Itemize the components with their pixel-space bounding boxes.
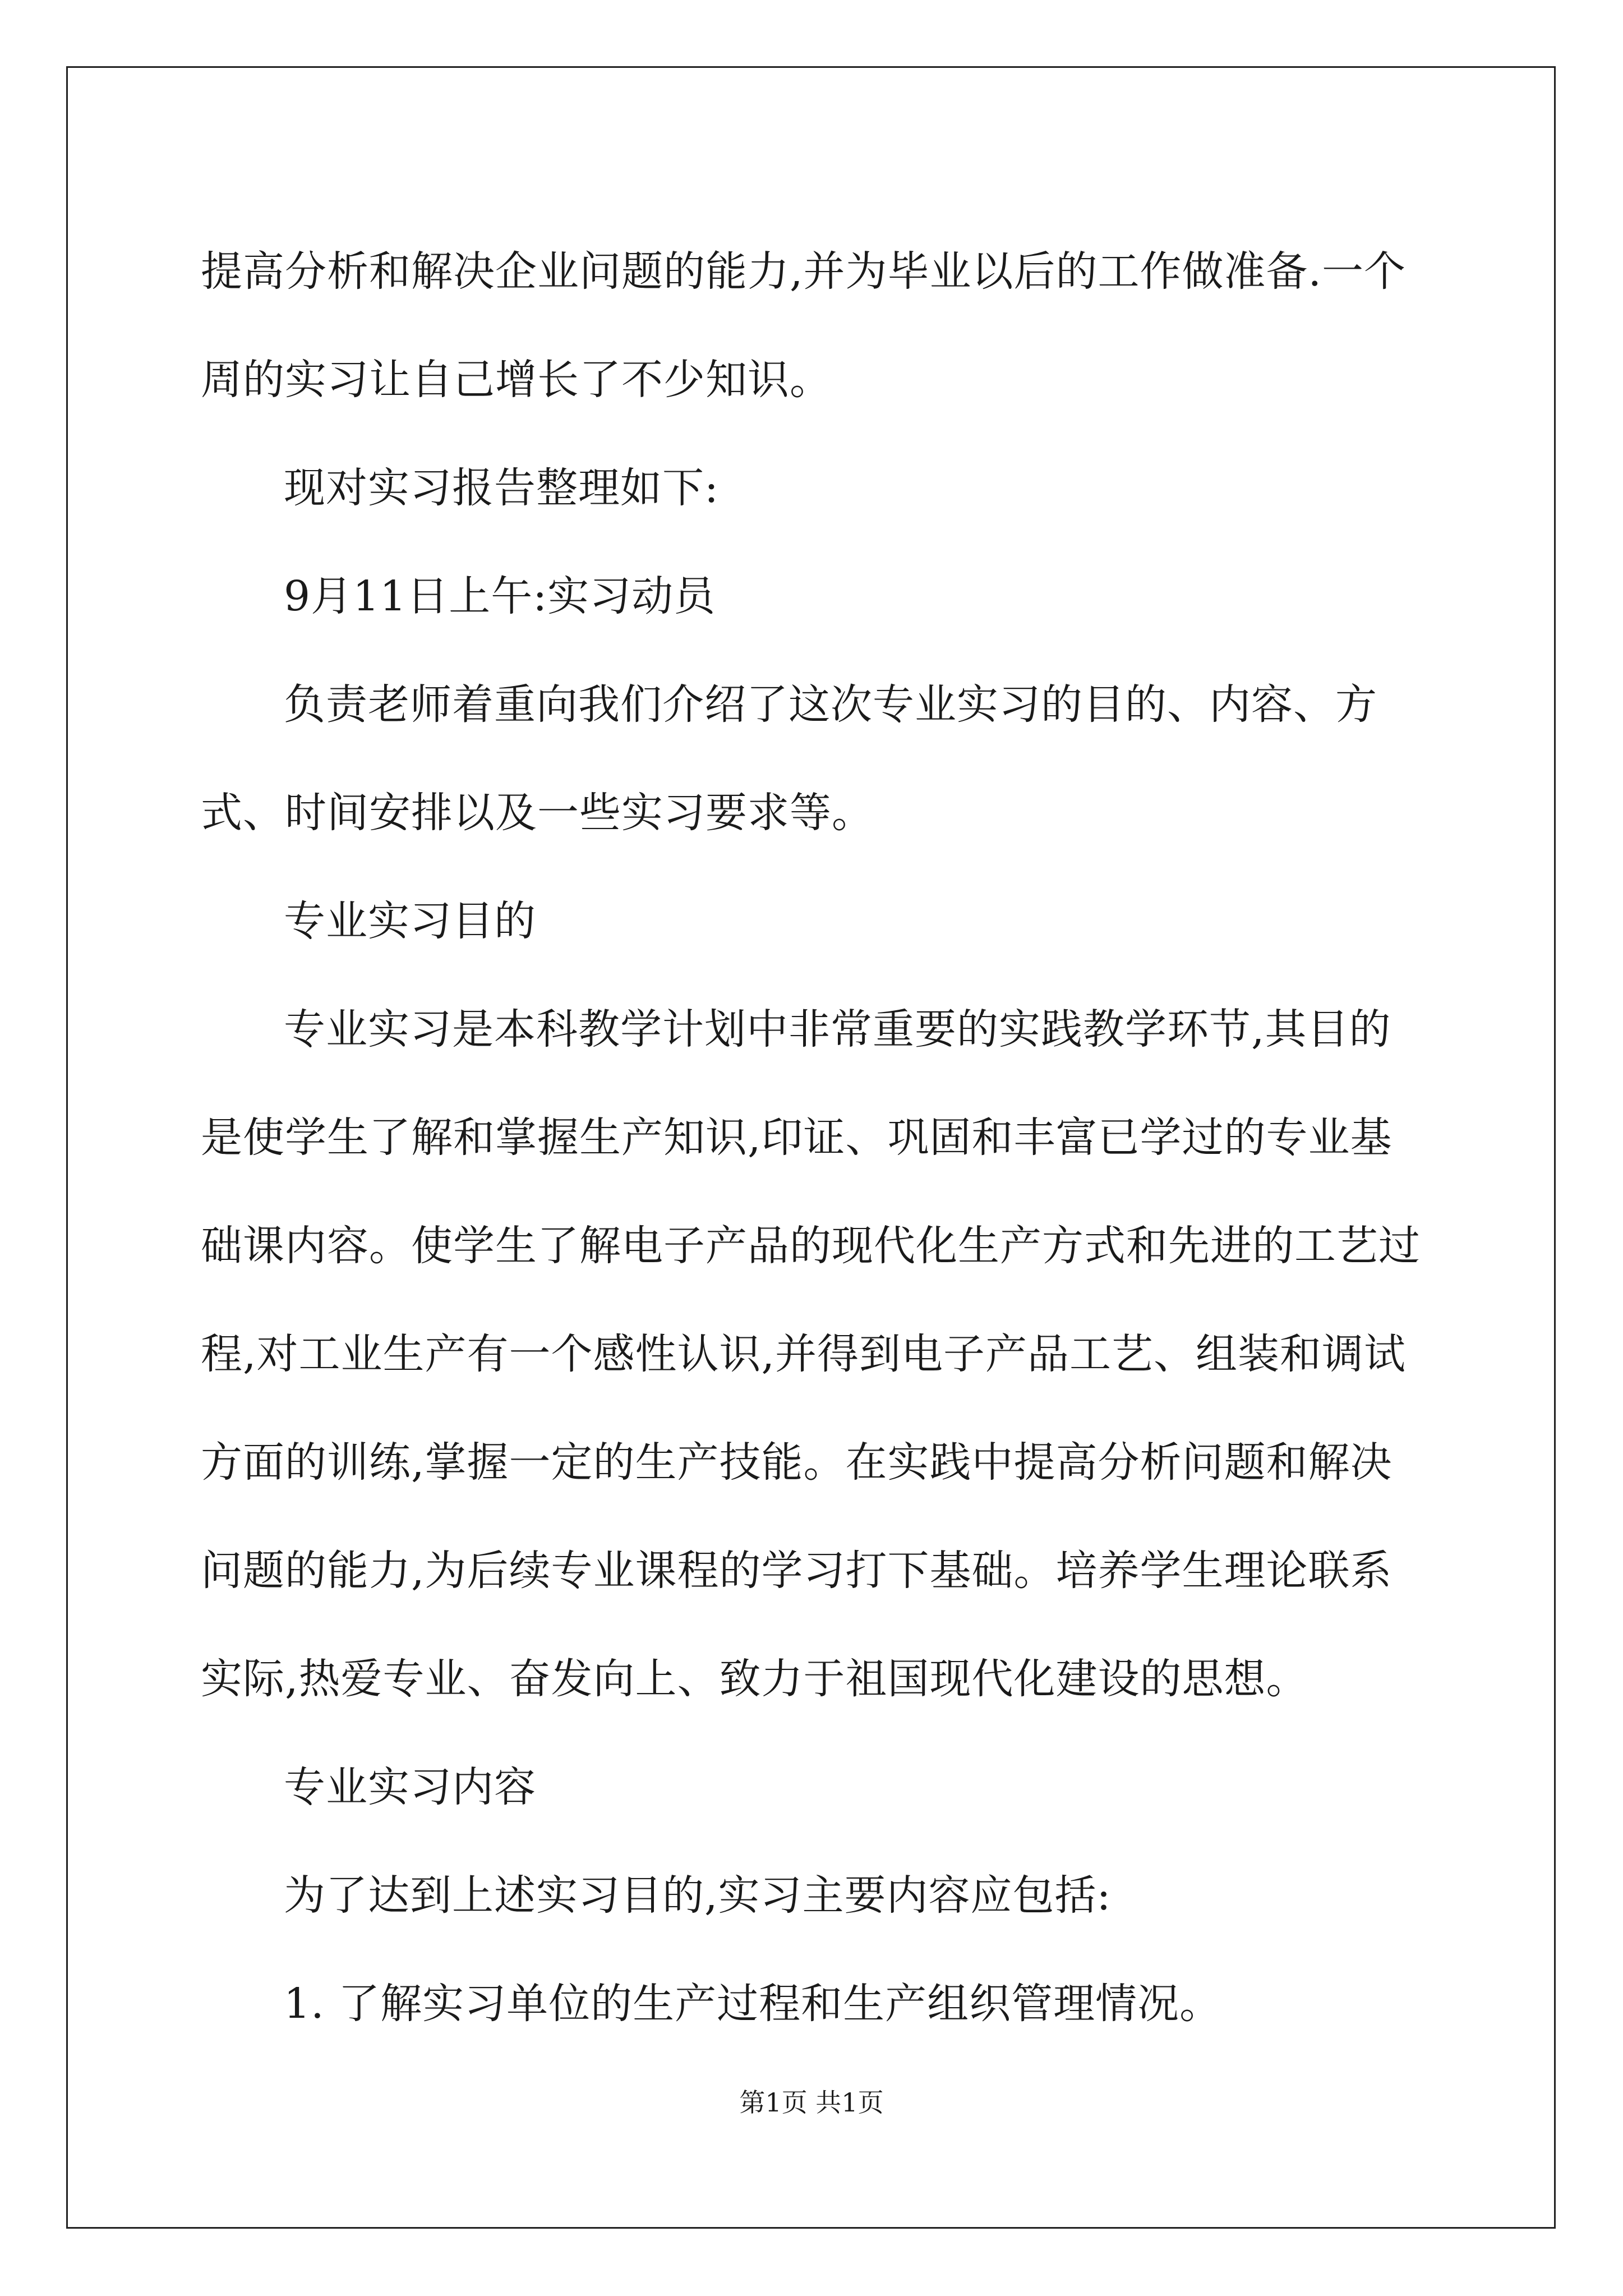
page-number-footer: 第1页 共1页 — [739, 2087, 884, 2118]
section-heading-content: 专业实习内容 — [284, 1763, 536, 1811]
paragraph-content-intro: 为了达到上述实习目的,实习主要内容应包括: — [284, 1871, 1112, 1920]
section-heading-purpose: 专业实习目的 — [284, 897, 536, 945]
paragraph-4: 负责老师着重向我们介绍了这次专业实习的目的、内容、方式、时间安排以及一些实习要求等。 — [201, 680, 1377, 837]
document-body — [201, 218, 1421, 2058]
paragraph-2: 现对实习报告整理如下: — [284, 464, 719, 512]
list-item-1: 1. 了解实习单位的生产过程和生产组织管理情况。 — [284, 1980, 1222, 2028]
paragraph-1: 提高分析和解决企业问题的能力,并为毕业以后的工作做准备.一个周的实习让自己增长了不少知识。 — [201, 247, 1407, 404]
paragraph-3: 9月11日上午:实习动员 — [284, 572, 716, 620]
paragraph-purpose-body: 专业实习是本科教学计划中非常重要的实践教学环节,其目的是使学生了解和掌握生产知识,印证、巩固和丰富已学过的专业基础课内容。使学生了解电子产品的现代化生产方式和先进的工艺过程,对工业生产有一个感性认识,并得到电子产品工艺、组装和调试方面的训练,掌握一定的生产技能。在实践中提高分析问题和解决问题的能力,为后续专业课程的学习打下基础。培养学生理论联系实际,热爱专业、奋发向上、致力于祖国现代化建设的思想。 — [201, 1005, 1421, 1703]
